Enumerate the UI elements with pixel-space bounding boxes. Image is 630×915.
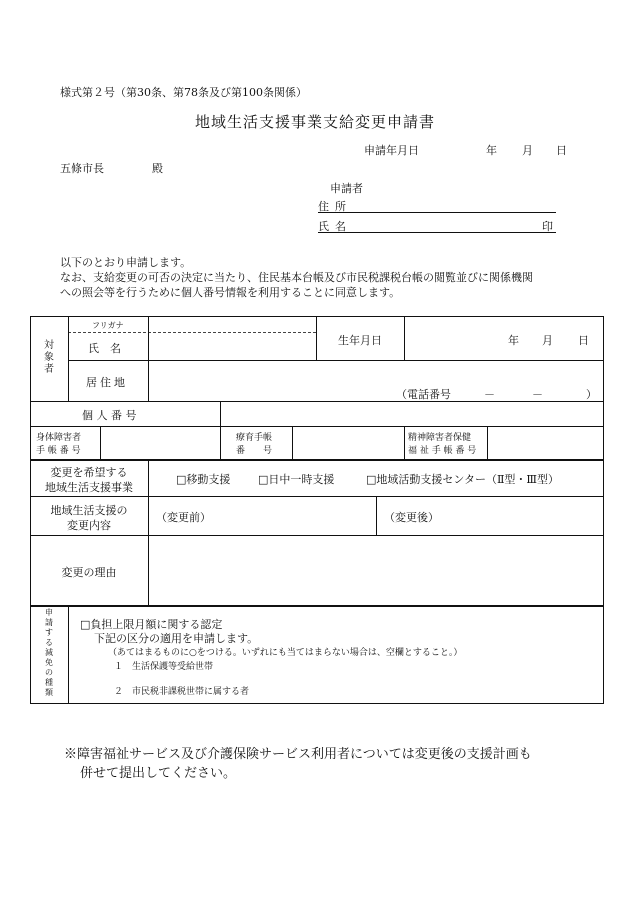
furigana-divider bbox=[68, 332, 316, 333]
reason-label: 変更の理由 bbox=[61, 566, 117, 579]
after-change-label: （変更後） bbox=[384, 511, 439, 524]
physical-handbook-label-2: 手 帳 番 号 bbox=[36, 446, 81, 456]
col-divider bbox=[292, 426, 293, 459]
col-divider bbox=[68, 316, 69, 401]
col-divider bbox=[487, 426, 488, 459]
phone-dash: － bbox=[532, 388, 543, 401]
col-divider bbox=[148, 316, 149, 401]
desired-service-label-2: 地域生活支援事業 bbox=[45, 481, 133, 494]
option-mobility-support[interactable]: □移動支援 bbox=[176, 473, 231, 486]
row-divider bbox=[30, 426, 604, 427]
row-divider bbox=[30, 459, 604, 461]
row-divider bbox=[30, 401, 604, 402]
intro-line-3: への照会等を行うために個人番号情報を利用することに同意します。 bbox=[60, 286, 401, 299]
before-change-input[interactable] bbox=[150, 522, 374, 534]
option-daytime-support[interactable]: □日中一時支援 bbox=[258, 473, 335, 486]
before-change-label: （変更前） bbox=[156, 511, 211, 524]
mental-handbook-input[interactable] bbox=[489, 428, 602, 457]
burden-cap-subtext: 下記の区分の適用を申請します。 bbox=[94, 632, 259, 645]
applicant-name-label: 氏名 bbox=[318, 220, 352, 233]
seal-mark: 印 bbox=[542, 220, 553, 233]
birth-year: 年 bbox=[508, 334, 519, 347]
row-divider bbox=[30, 496, 604, 497]
application-date-month: 月 bbox=[522, 144, 533, 157]
reason-input[interactable] bbox=[150, 537, 602, 603]
col-divider bbox=[220, 401, 221, 426]
col-divider bbox=[148, 459, 149, 605]
page-title: 地域生活支援事業支給変更申請書 bbox=[194, 113, 435, 131]
mental-handbook-label-2: 福 祉 手 帳 番 号 bbox=[408, 446, 477, 456]
change-content-label: 地域生活支援の bbox=[50, 504, 128, 517]
ryoiku-handbook-label: 療育手帳 bbox=[236, 433, 273, 443]
addressee-honorific: 殿 bbox=[152, 162, 163, 175]
mental-handbook-label: 精神障害者保健 bbox=[408, 433, 472, 443]
ryoiku-handbook-label-2: 番 号 bbox=[236, 446, 273, 456]
applicant-name-field[interactable] bbox=[318, 232, 556, 233]
footnote-line-2: 併せて提出してください。 bbox=[80, 766, 237, 781]
change-content-label-2: 変更内容 bbox=[67, 519, 111, 532]
intro-line-2: なお、支給変更の可否の決定に当たり、住民基本台帳及び市民税課税台帳の閲覧並びに関係機関 bbox=[60, 271, 533, 284]
phone-close: ） bbox=[586, 388, 597, 401]
option-activity-center[interactable]: □地域活動支援センター（Ⅱ型・Ⅲ型） bbox=[366, 473, 560, 486]
ryoiku-handbook-input[interactable] bbox=[294, 428, 402, 457]
reduction-type-label: 申請する減免の種類 bbox=[45, 608, 53, 697]
residence-input[interactable] bbox=[150, 362, 602, 384]
col-divider bbox=[100, 426, 101, 459]
subject-label: 対象者 bbox=[44, 340, 54, 375]
desired-service-label: 変更を希望する bbox=[50, 466, 128, 479]
name-label: 氏 名 bbox=[88, 342, 121, 355]
after-change-input[interactable] bbox=[378, 522, 602, 534]
row-divider bbox=[30, 535, 604, 536]
form-number: 様式第２号（第30条、第78条及び第100条関係） bbox=[60, 86, 307, 99]
my-number-input[interactable] bbox=[222, 403, 602, 424]
my-number-label: 個 人 番 号 bbox=[82, 409, 137, 422]
burden-cap-note: （あてはまるものに○をつける。いずれにも当てはまらない場合は、空欄とすること。） bbox=[108, 648, 463, 658]
application-date-label: 申請年月日 bbox=[364, 144, 419, 157]
phone-dash: － bbox=[484, 388, 495, 401]
intro-line-1: 以下のとおり申請します。 bbox=[60, 256, 192, 269]
birth-date-label: 生年月日 bbox=[338, 334, 382, 347]
col-divider bbox=[68, 605, 69, 704]
applicant-label: 申請者 bbox=[330, 182, 363, 195]
name-input[interactable] bbox=[150, 334, 314, 359]
applicant-address-field[interactable] bbox=[318, 212, 556, 213]
footnote-line-1: ※障害福祉サービス及び介護保険サービス利用者については変更後の支援計画も bbox=[64, 747, 532, 762]
physical-handbook-input[interactable] bbox=[102, 428, 218, 457]
col-divider bbox=[316, 316, 317, 360]
birth-day: 日 bbox=[578, 334, 589, 347]
application-date-day: 日 bbox=[556, 144, 567, 157]
application-date-year: 年 bbox=[486, 144, 497, 157]
furigana-label: フリガナ bbox=[92, 321, 124, 330]
birth-month: 月 bbox=[542, 334, 553, 347]
col-divider bbox=[404, 426, 405, 459]
physical-handbook-label: 身体障害者 bbox=[36, 433, 82, 443]
col-divider bbox=[376, 496, 377, 535]
col-divider bbox=[220, 426, 221, 459]
addressee: 五條市長 bbox=[60, 162, 104, 175]
row-divider bbox=[30, 605, 604, 607]
applicant-address-label: 住所 bbox=[318, 200, 352, 213]
category-2[interactable]: ２ 市民税非課税世帯に属する者 bbox=[114, 687, 250, 697]
col-divider bbox=[404, 316, 405, 360]
furigana-input[interactable] bbox=[150, 318, 314, 331]
residence-label: 居住地 bbox=[86, 376, 128, 389]
burden-cap-option[interactable]: □負担上限月額に関する認定 bbox=[80, 618, 223, 631]
category-1[interactable]: １ 生活保護等受給世帯 bbox=[114, 662, 214, 672]
phone-label: （電話番号 bbox=[396, 388, 451, 401]
